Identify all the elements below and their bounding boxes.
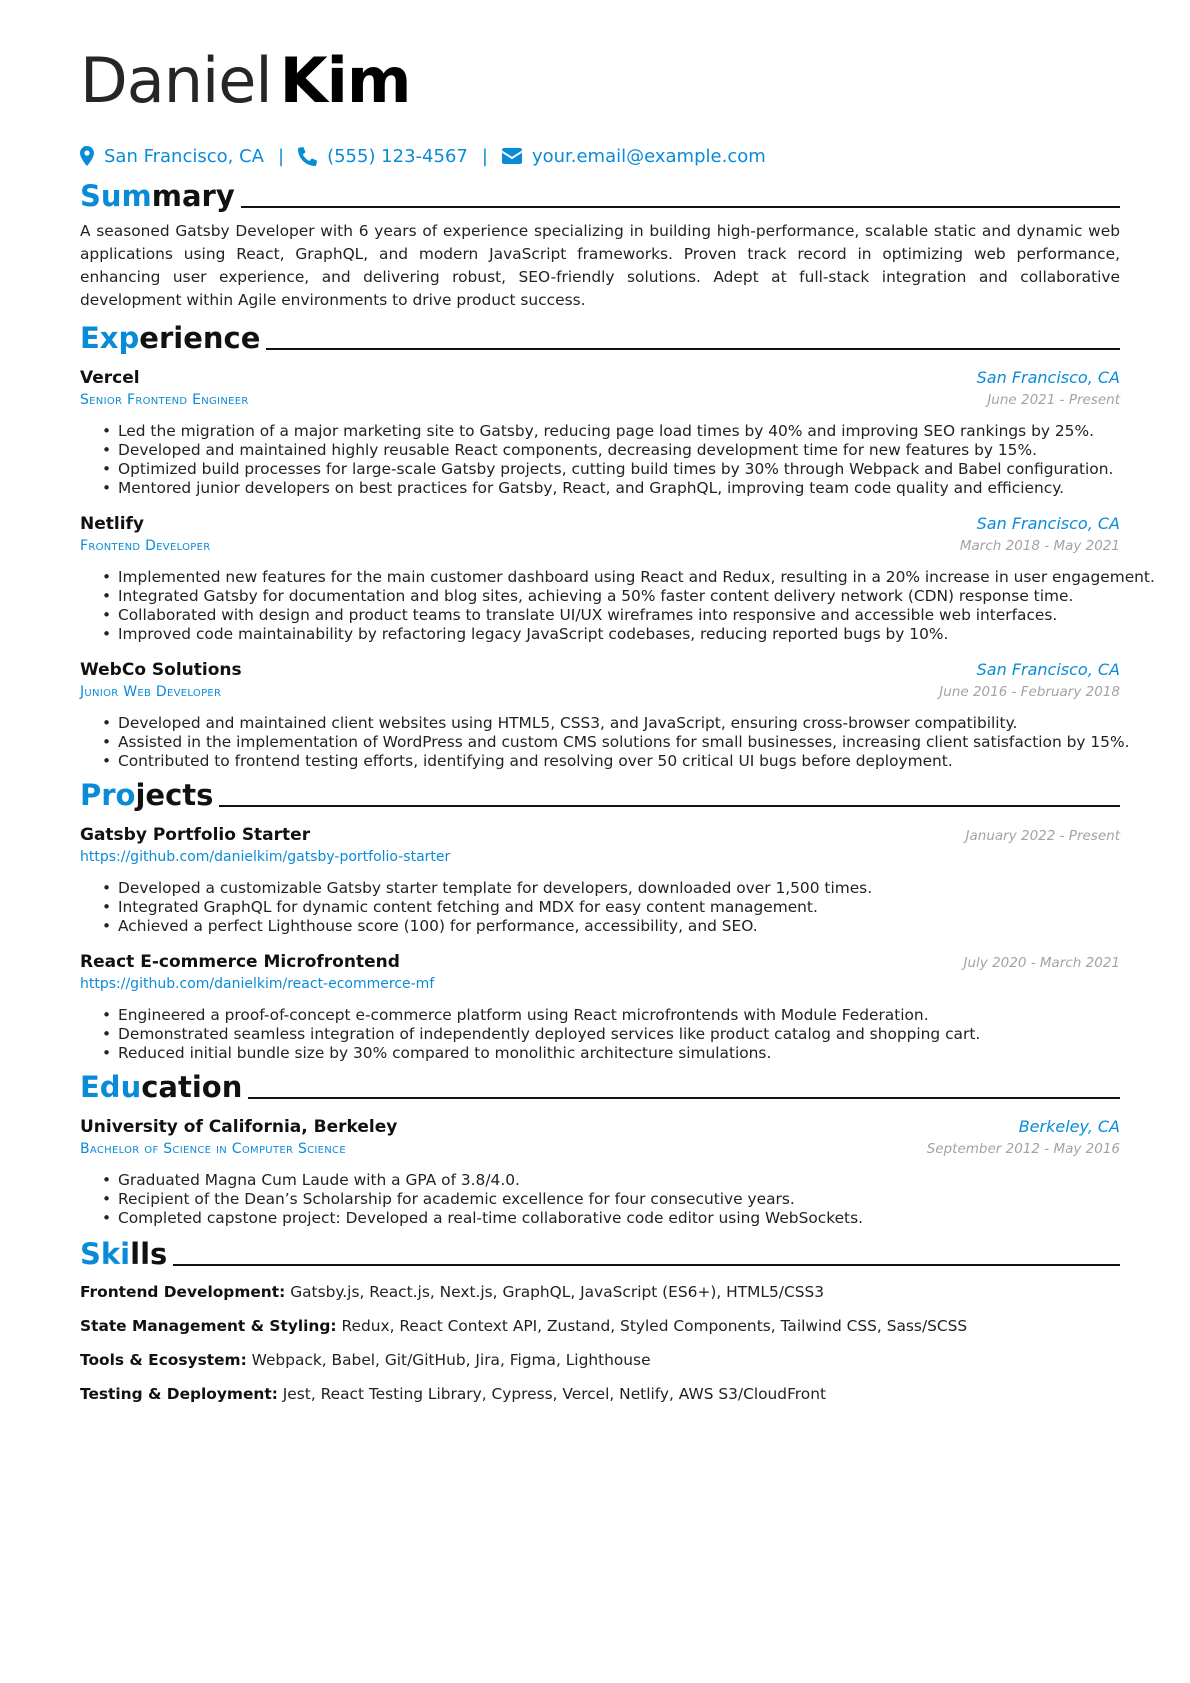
project-name: React E-commerce Microfrontend (80, 952, 400, 972)
skill-items: Gatsby.js, React.js, Next.js, GraphQL, JavaScript (ES6+), HTML5/CSS3 (290, 1283, 825, 1301)
school-location: Berkeley, CA (1018, 1117, 1120, 1136)
project-dates: January 2022 - Present (965, 828, 1120, 844)
bullet-list (80, 568, 1155, 644)
skill-category: Frontend Development: (80, 1283, 286, 1301)
contact-separator: | (481, 145, 488, 167)
project-name: Gatsby Portfolio Starter (80, 825, 311, 845)
contact-separator: | (277, 145, 285, 167)
skill-category: State Management & Styling: (80, 1317, 337, 1335)
location-text: San Francisco, CA (104, 145, 264, 167)
list-item: • Developed and maintained client websites using HTML5, CSS3, and JavaScript, ensuring cross-browser compatibility. (102, 714, 1120, 733)
job-title: Senior Frontend Engineer (80, 392, 249, 408)
list-item: • Integrated GraphQL for dynamic content fetching and MDX for easy content management. (102, 898, 1120, 917)
section-rule (241, 206, 1120, 208)
degree: Bachelor of Science in Computer Science (80, 1141, 346, 1157)
list-item: • Implemented new features for the main customer dashboard using React and Redux, resulting in a 20% increase in user engagement. (102, 568, 1120, 587)
skill-items: Webpack, Babel, Git/GitHub, Jira, Figma, Lighthouse (251, 1351, 651, 1369)
section-rule (248, 1097, 1120, 1099)
section-rule (219, 805, 1120, 807)
job-location: San Francisco, CA (976, 514, 1120, 533)
section-skills (80, 1234, 1120, 1272)
education-entry (80, 1115, 1120, 1228)
skill-items: Redux, React Context API, Zustand, Styled Components, Tailwind CSS, Sass/SCSS (341, 1317, 968, 1335)
job-location: San Francisco, CA (976, 368, 1120, 387)
section-projects (80, 775, 1120, 813)
job-dates: March 2018 - May 2021 (959, 538, 1120, 554)
experience-entry (80, 366, 1120, 498)
education-dates: September 2012 - May 2016 (926, 1141, 1120, 1157)
job-title: Junior Web Developer (80, 684, 222, 700)
experience-entry (80, 512, 1155, 644)
section-experience (80, 318, 1120, 356)
contact-location (80, 146, 264, 167)
section-education (80, 1067, 1120, 1105)
skills-list (80, 1282, 1120, 1404)
company-name: Vercel (80, 368, 140, 388)
skill-row (80, 1350, 1120, 1370)
list-item: • Led the migration of a major marketing site to Gatsby, reducing page load times by 40% and improving SEO rankings by 25%. (102, 422, 1120, 441)
project-dates: July 2020 - March 2021 (963, 955, 1120, 971)
skill-category: Tools & Ecosystem: (80, 1351, 247, 1369)
project-entry (80, 823, 1120, 936)
list-item: • Achieved a perfect Lighthouse score (100) for performance, accessibility, and SEO. (102, 917, 1120, 936)
skill-category: Testing & Deployment: (80, 1385, 278, 1403)
skill-row (80, 1384, 1120, 1404)
list-item: • Contributed to frontend testing efforts, identifying and resolving over 50 critical UI bugs before deployment. (102, 752, 1120, 771)
company-name: Netlify (80, 514, 145, 534)
section-title: Projects (80, 778, 214, 812)
list-item: • Mentored junior developers on best practices for Gatsby, React, and GraphQL, improving team code quality and efficiency. (102, 479, 1120, 498)
section-title: Skills (80, 1237, 168, 1271)
section-rule (266, 348, 1120, 350)
phone-icon (298, 147, 327, 166)
list-item: • Reduced initial bundle size by 30% compared to monolithic architecture simulations. (102, 1044, 1120, 1063)
section-rule (173, 1264, 1120, 1266)
section-title: Summary (80, 179, 235, 213)
project-entry (80, 950, 1120, 1063)
list-item: • Demonstrated seamless integration of independently deployed services like product catalog and shopping cart. (102, 1025, 1120, 1044)
phone-text: (555) 123-4567 (327, 145, 468, 167)
summary-text: A seasoned Gatsby Developer with 6 years of experience specializing in building high-performance, scalable static and dynamic web applications using React, GraphQL, and modern JavaScript frameworks. Proven track record in optimizing web performance, enhancing user experience, and delivering robust, SEO-friendly solutions. Adept at full-stack integration and collaborative development within Agile environments to drive product success. (80, 222, 1120, 309)
list-item: • Completed capstone project: Developed a real-time collaborative code editor using WebSockets. (102, 1209, 1120, 1228)
list-item: • Graduated Magna Cum Laude with a GPA of 3.8/4.0. (102, 1171, 1120, 1190)
job-title: Frontend Developer (80, 538, 211, 554)
list-item: • Integrated Gatsby for documentation and blog sites, achieving a 50% faster content delivery network (CDN) response time. (102, 587, 1120, 606)
map-pin-icon (80, 146, 104, 166)
list-item: • Optimized build processes for large-scale Gatsby projects, cutting build times by 30% through Webpack and Babel configuration. (102, 460, 1120, 479)
job-dates: June 2016 - February 2018 (939, 684, 1120, 700)
job-location: San Francisco, CA (976, 660, 1120, 679)
list-item: • Recipient of the Dean’s Scholarship for academic excellence for four consecutive years. (102, 1190, 1120, 1209)
bullet-list (80, 1171, 1120, 1228)
project-link[interactable]: https://github.com/danielkim/react-ecommerce-mf (80, 976, 435, 992)
experience-entry (80, 658, 1130, 771)
contact-email[interactable] (502, 146, 766, 167)
list-item: • Engineered a proof-of-concept e-commerce platform using React microfrontends with Module Federation. (102, 1006, 1120, 1025)
list-item: • Collaborated with design and product teams to translate UI/UX wireframes into responsive and accessible web interfaces. (102, 606, 1120, 625)
section-title: Education (80, 1070, 243, 1104)
list-item: • Improved code maintainability by refactoring legacy JavaScript codebases, reducing reported bugs by 10%. (102, 625, 1120, 644)
section-summary (80, 176, 1120, 214)
skill-items: Jest, React Testing Library, Cypress, Vercel, Netlify, AWS S3/CloudFront (282, 1385, 826, 1403)
skill-row (80, 1282, 1120, 1302)
job-dates: June 2021 - Present (987, 392, 1120, 408)
skill-row (80, 1316, 1120, 1336)
last-name: Kim (279, 44, 411, 117)
section-title: Experience (80, 321, 261, 355)
list-item: • Developed and maintained highly reusable React components, decreasing development time for new features by 15%. (102, 441, 1120, 460)
bullet-list (80, 879, 1120, 936)
bullet-list (80, 714, 1130, 771)
candidate-name (80, 40, 1120, 122)
bullet-list (80, 422, 1120, 498)
contact-phone[interactable] (298, 146, 468, 167)
contact-bar (80, 142, 1120, 170)
bullet-list (80, 1006, 1120, 1063)
envelope-icon (502, 148, 532, 164)
school-name: University of California, Berkeley (80, 1117, 398, 1137)
company-name: WebCo Solutions (80, 660, 242, 680)
list-item: • Assisted in the implementation of WordPress and custom CMS solutions for small businesses, increasing client satisfaction by 15%. (102, 733, 1120, 752)
project-link[interactable]: https://github.com/danielkim/gatsby-portfolio-starter (80, 849, 451, 865)
first-name: Daniel (80, 44, 272, 117)
email-text: your.email@example.com (531, 145, 766, 167)
list-item: • Developed a customizable Gatsby starter template for developers, downloaded over 1,500 times. (102, 879, 1120, 898)
resume-page (80, 40, 1155, 1404)
